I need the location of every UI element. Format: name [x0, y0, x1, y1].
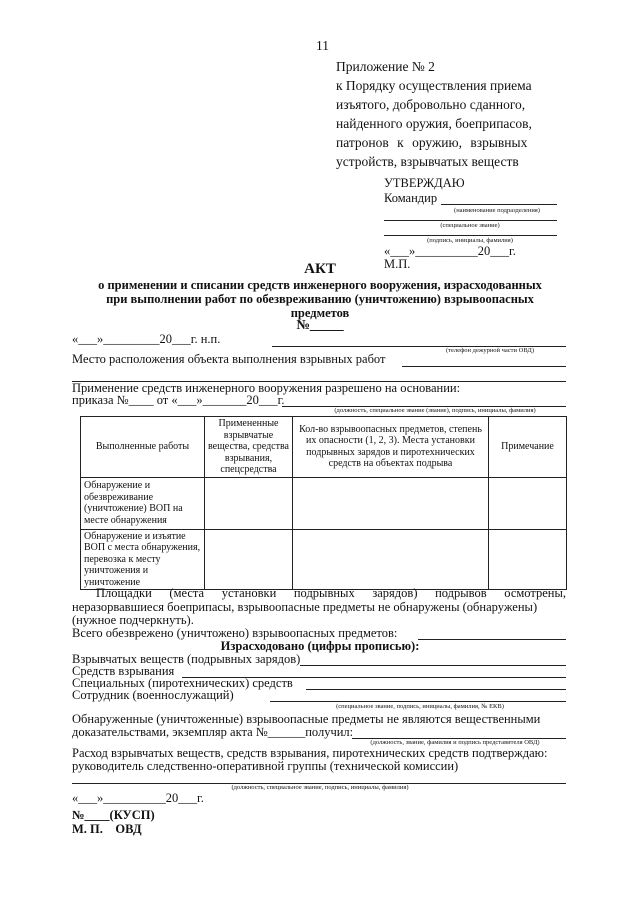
- inspection-line: (нужное подчеркнуть).: [72, 613, 194, 627]
- header-cell: Кол-во взрывоопасных предметов, степень их опасности (1, 2, 3). Места установки подрывных зарядов и пиротехнических средств на объектах подрыва: [293, 417, 489, 478]
- caption-sign: (подпись, инициалы, фамилия): [427, 237, 513, 244]
- approve-commander: Командир: [384, 191, 438, 205]
- evidence-line: доказательствами, экземпляр акта №______получил:: [72, 725, 354, 739]
- appendix-line: устройств, взрывчатых веществ: [336, 154, 519, 169]
- commander-line: [441, 204, 557, 205]
- spent-line: [270, 701, 566, 702]
- appendix-line: к Порядку осуществления приема: [336, 78, 532, 93]
- spent-item: Средств взрывания: [72, 664, 175, 678]
- table-cell: [205, 529, 293, 590]
- table-cell: Обнаружение и изъятие ВОП с места обнаружения, перевозка к месту уничтожения и уничтожение: [81, 529, 205, 590]
- spent-item: Специальных (пиротехнических) средств: [72, 676, 293, 690]
- appendix-title: Приложение № 2: [336, 59, 435, 74]
- table-cell: [293, 477, 489, 529]
- spent-item: Взрывчатых веществ (подрывных зарядов): [72, 652, 301, 666]
- spent-item: Сотрудник (военнослужащий): [72, 688, 234, 702]
- table-header-row: [81, 417, 567, 478]
- caption-rank: (специальное звание): [440, 222, 500, 229]
- act-date-place: «___»_________20___г. н.п.: [72, 332, 221, 346]
- caption-unit: (наименование подразделения): [454, 207, 540, 214]
- approve-date: «___»__________20___г.: [384, 244, 516, 258]
- header-cell: Примененные взрывчатые вещества, средства взрывания, спецсредства: [205, 417, 293, 478]
- spent-line: [300, 665, 566, 666]
- header-cell: Примечание: [489, 417, 567, 478]
- table-cell: Обнаружение и обезвреживание (уничтожение) ВОП на месте обнаружения: [81, 477, 205, 529]
- act-subtitle-line: при выполнении работ по обезвреживанию (уничтожению) взрывоопасных: [106, 292, 534, 306]
- works-table: [80, 416, 567, 590]
- confirm-line: руководитель следственно-оперативной группы (технической комиссии): [72, 759, 459, 773]
- caption-position: (должность, специальное звание (звание), подпись, инициалы, фамилия): [334, 407, 536, 414]
- location-line: [402, 366, 566, 367]
- act-number: №_____: [296, 317, 344, 332]
- act-subtitle-line: предметов: [290, 306, 350, 320]
- spent-title: Израсходовано (цифры прописью):: [220, 639, 420, 653]
- appendix-line: найденного оружия, боеприпасов,: [336, 116, 532, 131]
- caption-employee: (специальное звание, подпись, инициалы, фамилия, № ЕКВ): [336, 703, 504, 710]
- header-cell: Выполненные работы: [81, 417, 205, 478]
- appendix-line: патронов к оружию, взрывных: [336, 135, 528, 150]
- inspection-line: неразорвавшиеся боеприпасы, взрывоопасные предметы не обнаружены (обнаружены): [72, 600, 538, 614]
- caption-ovd-rep: (должность, звание, фамилия и подпись представителя ОВД): [370, 739, 540, 746]
- rank-line: [384, 220, 557, 221]
- kusp-number: №____(КУСП): [72, 808, 155, 822]
- evidence-line: Обнаруженные (уничтоженные) взрывоопасные предметы не являются вещественными: [72, 712, 541, 726]
- total-label: Всего обезврежено (уничтожено) взрывоопасных предметов:: [72, 626, 398, 640]
- confirm-line: Расход взрывчатых веществ, средств взрывания, пиротехнических средств подтверждаю:: [72, 746, 548, 760]
- caption-head: (должность, специальное звание, подпись, инициалы, фамилия): [231, 784, 409, 791]
- mp-ovd: М. П. ОВД: [72, 822, 142, 836]
- approve-title: УТВЕРЖДАЮ: [384, 176, 465, 190]
- sign-line: [384, 235, 557, 236]
- table-row: [81, 529, 567, 590]
- table-cell: [293, 529, 489, 590]
- approve-mp: М.П.: [384, 257, 411, 271]
- caption-phone: (телефон дежурной части ОВД): [445, 347, 535, 354]
- table-cell: [489, 477, 567, 529]
- inspection-line: Площадки (места установки подрывных зарядов) подрывов осмотрены,: [96, 586, 566, 600]
- table-cell: [489, 529, 567, 590]
- appendix-line: изъятого, добровольно сданного,: [336, 97, 526, 112]
- page-number: 11: [316, 38, 329, 53]
- act-subtitle-line: о применении и списании средств инженерного вооружения, израсходованных: [98, 278, 542, 292]
- act-title: АКТ: [304, 261, 336, 277]
- basis-label: Применение средств инженерного вооружения разрешено на основании:: [72, 381, 461, 395]
- location-label: Место расположения объекта выполнения взрывных работ: [72, 352, 386, 366]
- table-row: [81, 477, 567, 529]
- order-line: приказа №____ от «___»_______20___г.: [72, 393, 285, 407]
- spent-line: [306, 689, 566, 690]
- table-cell: [205, 477, 293, 529]
- final-date: «___»__________20___г.: [72, 791, 204, 805]
